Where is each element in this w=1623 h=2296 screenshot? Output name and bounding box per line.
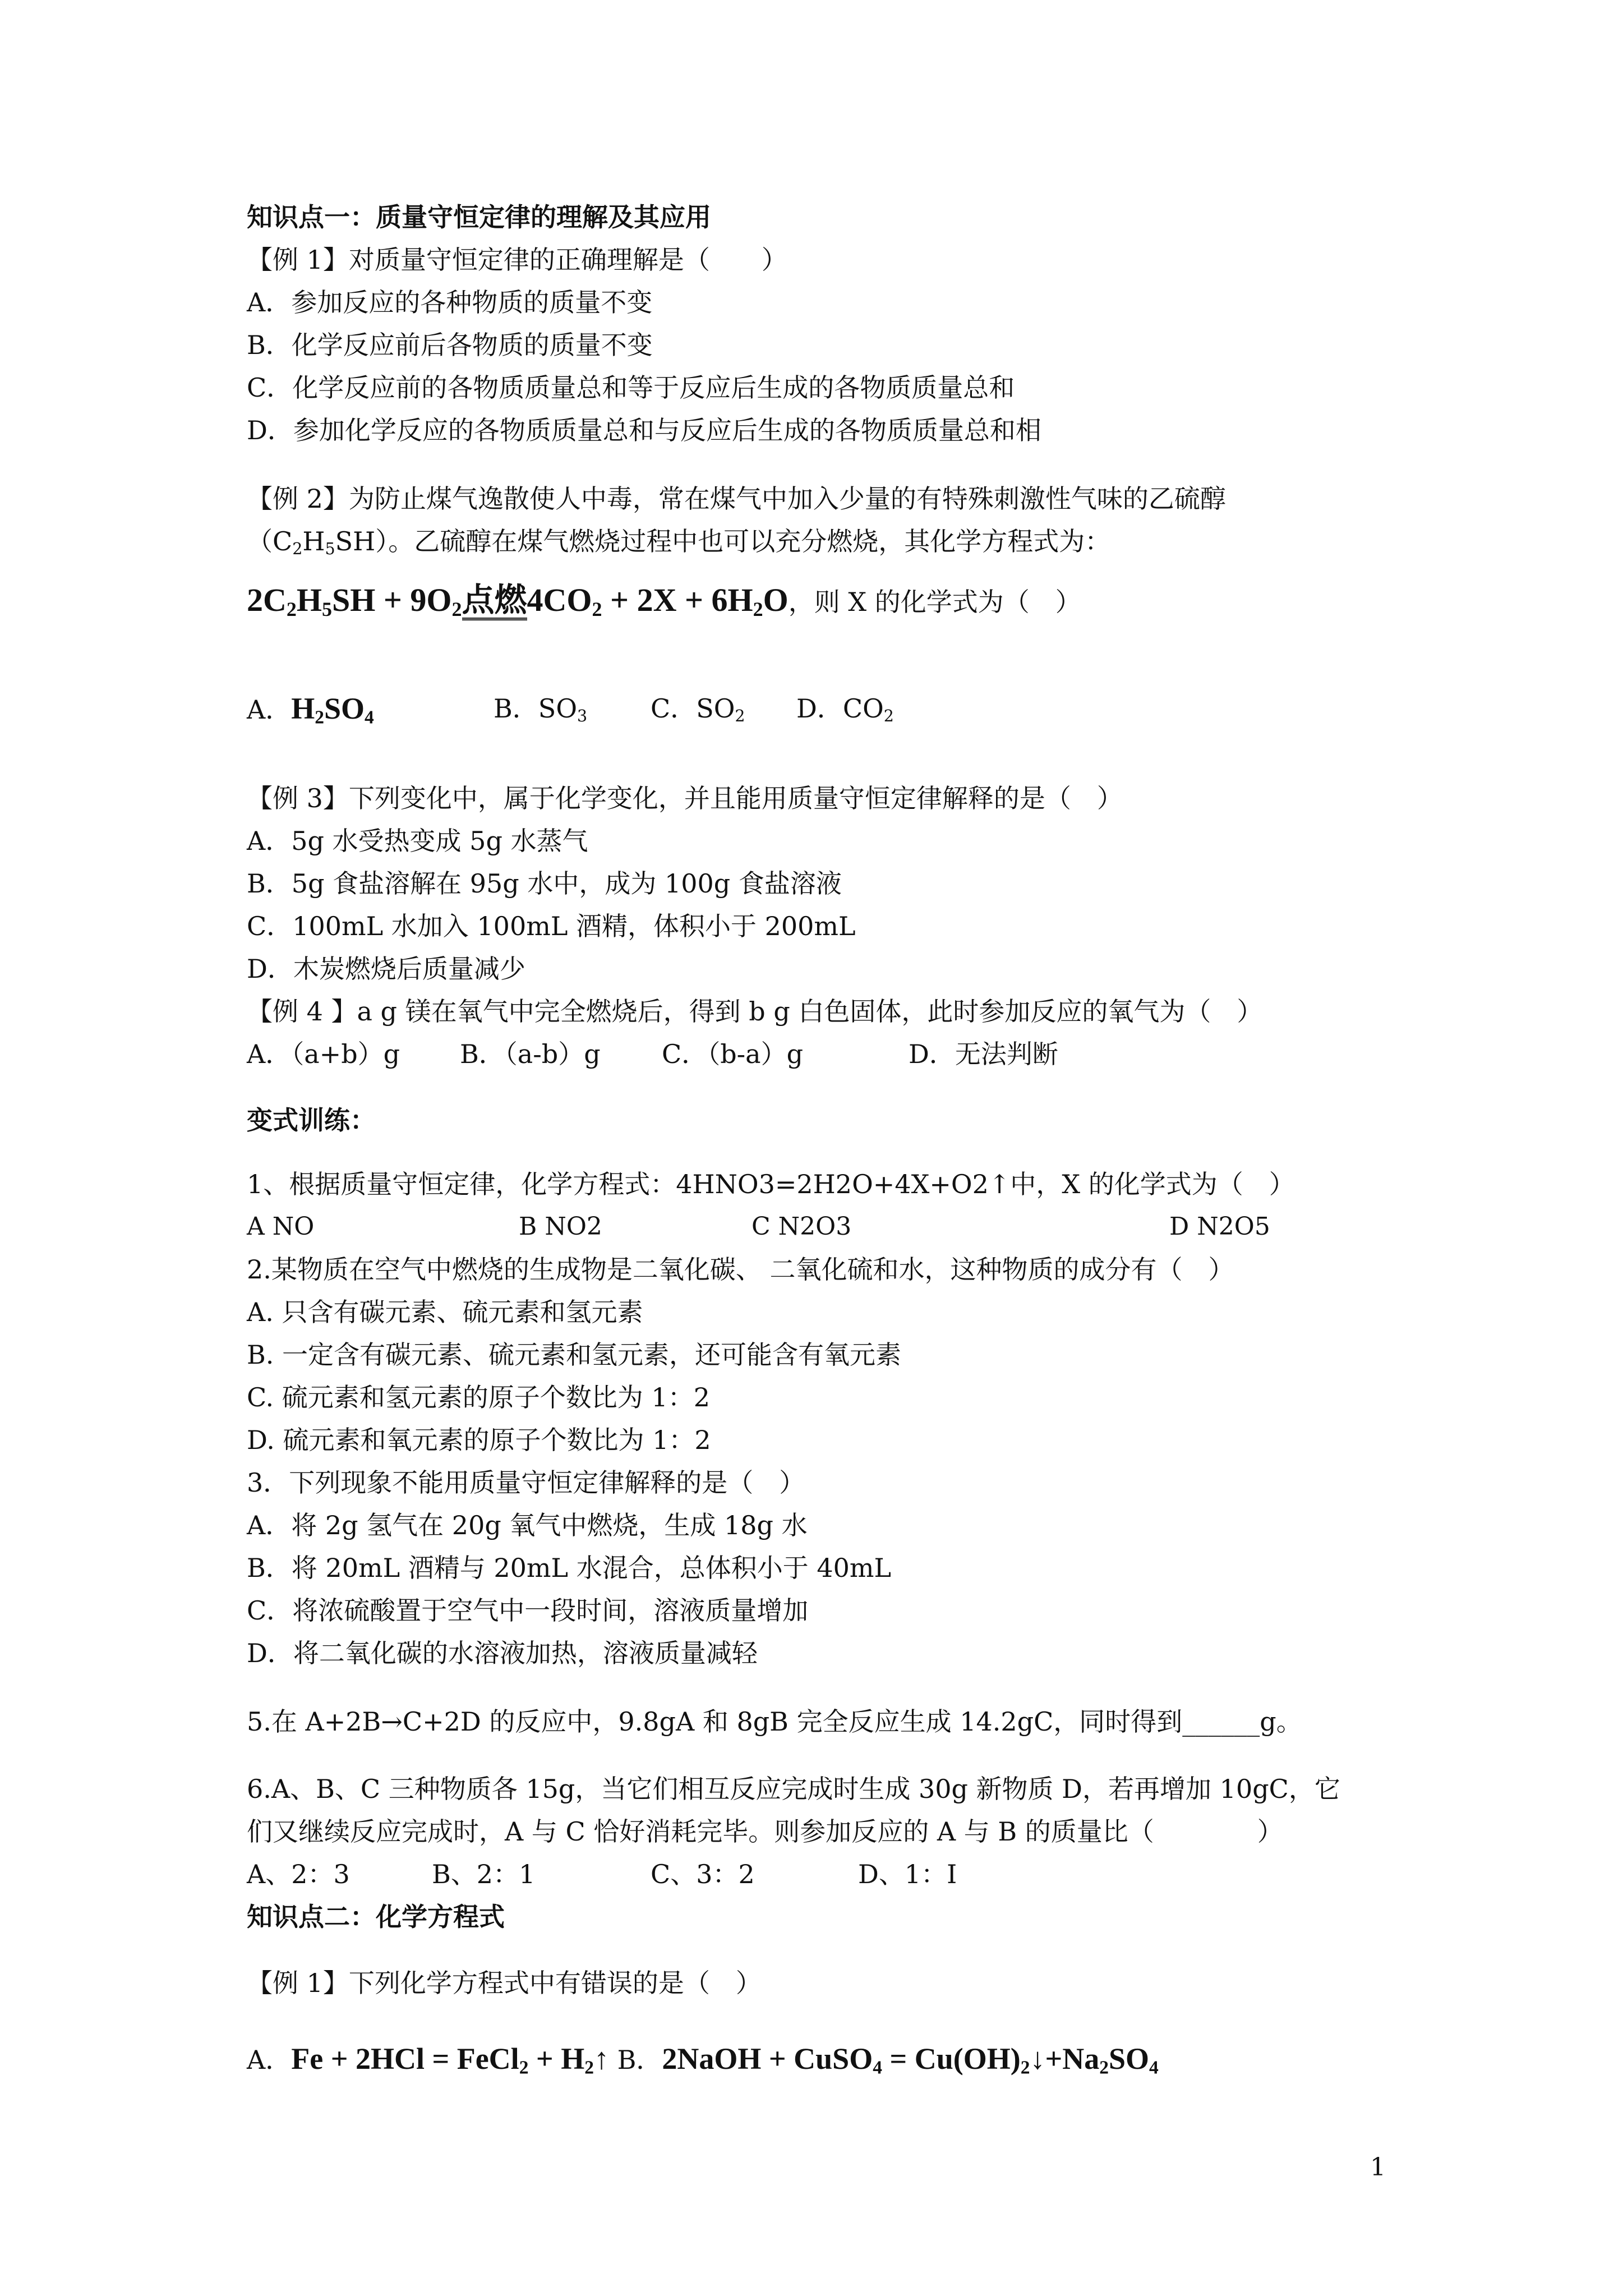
ex2-option-d: D．$CO_2$: [796, 693, 894, 726]
s2-ex1-options: A．Fe + 2HCl = FeCl$_2$ + $H_2↑$ B．2NaOH + CuSO$_4$ = $Cu(OH)_2↓+Na_2SO_4$: [247, 2042, 1159, 2078]
ex4-option-a: A．（a+b）g: [247, 1039, 400, 1069]
ex2-option-c: C．$SO_2$: [651, 693, 745, 726]
ex4-option-d: D．无法判断: [909, 1039, 1058, 1069]
q5-line: 5.在 A+2B→C+2D 的反应中，9.8gA 和 8gB 完全反应生成 14.2gC，同时得到______g。: [247, 1706, 1302, 1737]
equation-b: 2NaOH + CuSO$_4$ = $Cu(OH)_2↓+Na_2SO_4$: [662, 2042, 1159, 2078]
ex1-option-d: D．参加化学反应的各物质质量总和与反应后生成的各物质质量总和相: [247, 415, 1041, 445]
q1-options: [247, 1209, 1424, 1244]
q1-option-c: C N2O3: [751, 1212, 852, 1241]
ex3-option-d: D．木炭燃烧后质量减少: [247, 954, 525, 984]
ex1-option-c: C．化学反应前的各物质质量总和等于反应后生成的各物质质量总和: [247, 372, 1015, 403]
q6-option-d: D、1：I: [858, 1859, 957, 1889]
ex2-line1: 【例 2】为防止煤气逸散使人中毒，常在煤气中加入少量的有特殊刺激性气味的乙硫醇: [247, 484, 1226, 514]
q1-option-b: B NO2: [519, 1212, 602, 1241]
ex3-stem: 【例 3】下列变化中，属于化学变化，并且能用质量守恒定律解释的是（ ）: [247, 783, 1123, 813]
ex3-option-b: B．5g 食盐溶解在 95g 水中，成为 100g 食盐溶液: [247, 868, 842, 899]
q3-option-b: B．将 20mL 酒精与 20mL 水混合，总体积小于 40mL: [247, 1553, 892, 1583]
q1-option-a: A NO: [247, 1212, 315, 1241]
ex4-options: [247, 1037, 1368, 1071]
q3-option-d: D．将二氧化碳的水溶液加热，溶液质量减轻: [247, 1638, 758, 1668]
ex2-option-b: B．$SO_3$: [494, 693, 588, 726]
ex2-equation: $2C_2H_5SH + 9O_2$点燃$4CO_2 + 2X + 6H_2O$: [247, 582, 789, 620]
ex1-option-a: A．参加反应的各种物质的质量不变: [247, 287, 653, 318]
practice-title: 变式训练：: [247, 1105, 376, 1135]
q6-line1: 6.A、B、C 三种物质各 15g，当它们相互反应完成时生成 30g 新物质 D，若再增加 10gC，它: [247, 1774, 1340, 1804]
q6-options: [247, 1857, 1144, 1892]
ex2-option-a: A．$H_2SO_4$: [247, 692, 374, 728]
page-number: 1: [1370, 2153, 1386, 2182]
ex3-option-a: A．5g 水受热变成 5g 水蒸气: [247, 826, 588, 856]
section1-title: 知识点一：质量守恒定律的理解及其应用: [247, 202, 711, 232]
q3-option-a: A．将 2g 氢气在 20g 氧气中燃烧，生成 18g 水: [247, 1510, 808, 1540]
q6-option-b: B、2：1: [432, 1859, 536, 1889]
ex4-option-b: B．（a-b）g: [460, 1039, 601, 1069]
q3-stem: 3．下列现象不能用质量守恒定律解释的是（ ）: [247, 1467, 805, 1498]
ex4-stem: 【例 4 】a g 镁在氧气中完全燃烧后，得到 b g 白色固体，此时参加反应的氧气为（ ）: [247, 996, 1263, 1027]
ex2-equation-line: [247, 578, 1081, 624]
q1-option-d: D N2O5: [1169, 1212, 1270, 1241]
ex1-option-b: B．化学反应前后各物质的质量不变: [247, 330, 653, 360]
reaction-condition: 点燃: [462, 583, 527, 620]
answer-blank: ______: [1182, 1706, 1260, 1737]
q2-option-c: C. 硫元素和氢元素的原子个数比为 1：2: [247, 1382, 710, 1412]
arrow-icon: →: [381, 1706, 403, 1737]
ex1-stem: 【例 1】对质量守恒定律的正确理解是（ ）: [247, 245, 787, 275]
q6-line2: 们又继续反应完成时，A 与 C 恰好消耗完毕。则参加反应的 A 与 B 的质量比（ ）: [247, 1816, 1283, 1847]
s2-ex1-stem: 【例 1】下列化学方程式中有错误的是（ ）: [247, 1968, 762, 1998]
q6-option-a: A、2：3: [247, 1859, 350, 1889]
q2-option-b: B. 一定含有碳元素、硫元素和氢元素，还可能含有氧元素: [247, 1340, 902, 1370]
q2-stem: 2.某物质在空气中燃烧的生成物是二氧化碳、 二氧化硫和水，这种物质的成分有（ ）: [247, 1254, 1234, 1285]
equation-a: Fe + 2HCl = FeCl$_2$ + $H_2↑$: [291, 2042, 609, 2078]
q2-option-d: D. 硫元素和氧元素的原子个数比为 1：2: [247, 1425, 711, 1455]
ex2-line2: $(C_2H_5SH)$。乙硫醇在煤气燃烧过程中也可以充分燃烧，其化学方程式为：: [247, 526, 1111, 559]
ex4-option-c: C．（b-a）g: [662, 1039, 804, 1069]
section2-title: 知识点二：化学方程式: [247, 1902, 505, 1932]
ex3-option-c: C．100mL 水加入 100mL 酒精，体积小于 200mL: [247, 911, 856, 941]
q3-option-c: C．将浓硫酸置于空气中一段时间，溶液质量增加: [247, 1595, 809, 1626]
q2-option-a: A. 只含有碳元素、硫元素和氢元素: [247, 1297, 643, 1327]
q1-stem: 1、根据质量守恒定律，化学方程式：4HNO3=2H2O+4X+O2↑中，X 的化学式为（ ）: [247, 1169, 1295, 1199]
ex2-options: [247, 691, 1088, 730]
ex2-question: ，则 X 的化学式为（ ）: [788, 587, 1081, 617]
q6-option-c: C、3：2: [651, 1859, 755, 1889]
